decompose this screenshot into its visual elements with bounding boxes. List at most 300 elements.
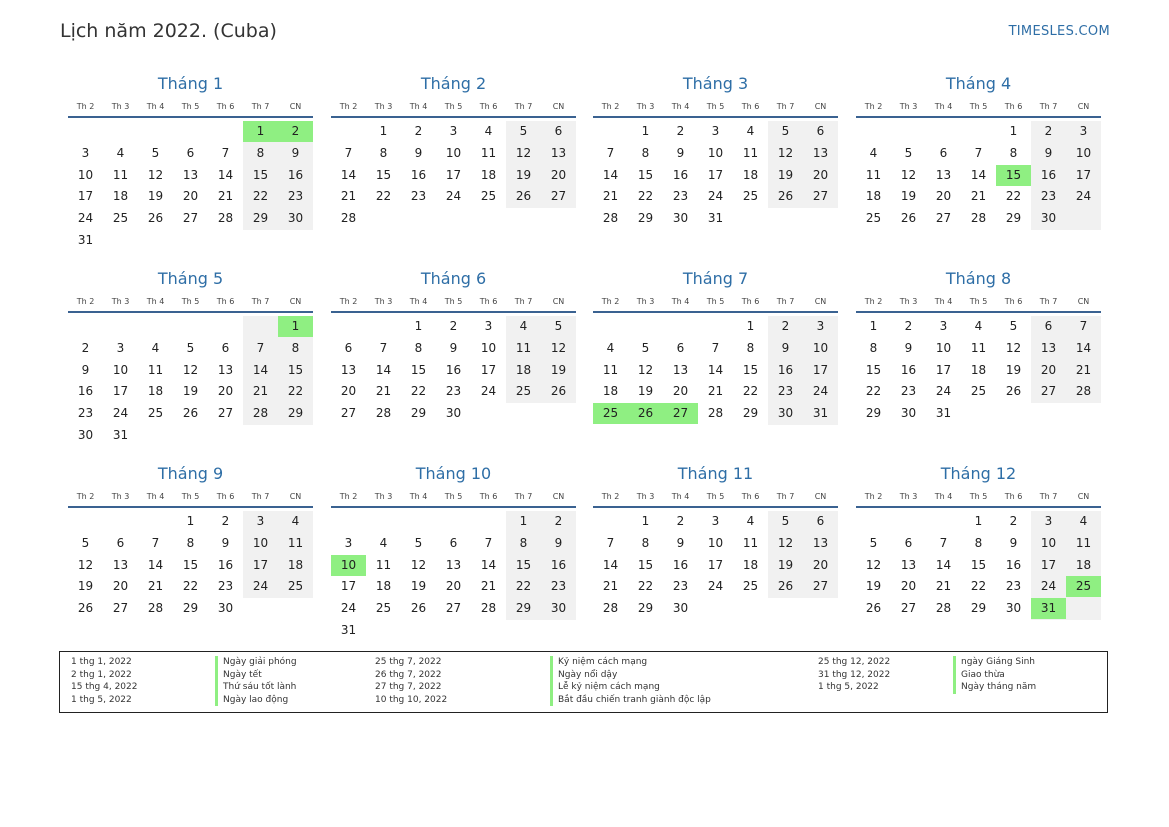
day-cell[interactable]: 12 bbox=[865, 557, 882, 572]
day-cell[interactable]: 13 bbox=[812, 535, 829, 550]
day-cell[interactable]: 11 bbox=[602, 362, 619, 377]
day-cell[interactable]: 20 bbox=[812, 557, 829, 572]
day-cell[interactable]: 11 bbox=[515, 340, 532, 355]
day-cell[interactable]: 12 bbox=[410, 557, 427, 572]
day-cell[interactable]: 6 bbox=[676, 340, 685, 355]
day-cell[interactable]: 13 bbox=[340, 362, 357, 377]
day-cell[interactable]: 14 bbox=[602, 167, 619, 182]
day-cell[interactable]: 28 bbox=[340, 211, 357, 226]
day-cell[interactable]: 21 bbox=[970, 189, 987, 204]
day-cell[interactable]: 2 bbox=[414, 124, 423, 138]
day-cell[interactable]: 24 bbox=[1075, 189, 1092, 204]
day-cell[interactable]: 20 bbox=[935, 189, 952, 204]
day-cell[interactable]: 11 bbox=[742, 145, 759, 160]
day-cell[interactable]: 17 bbox=[812, 362, 829, 377]
day-cell[interactable]: 30 bbox=[550, 601, 567, 616]
day-cell[interactable]: 10 bbox=[1040, 535, 1057, 550]
day-cell[interactable]: 15 bbox=[865, 362, 882, 377]
day-cell[interactable]: 23 bbox=[672, 189, 689, 204]
day-cell[interactable]: 8 bbox=[414, 340, 423, 355]
day-cell[interactable]: 12 bbox=[77, 557, 94, 572]
day-cell[interactable]: 9 bbox=[781, 340, 790, 355]
day-cell[interactable]: 18 bbox=[602, 384, 619, 399]
day-cell[interactable]: 20 bbox=[672, 384, 689, 399]
day-cell[interactable]: 1 bbox=[1009, 124, 1018, 138]
day-cell[interactable]: 7 bbox=[711, 340, 720, 355]
holiday-day-cell[interactable]: 1 bbox=[278, 316, 313, 337]
day-cell[interactable]: 22 bbox=[252, 189, 269, 204]
day-cell[interactable]: 2 bbox=[904, 319, 913, 333]
day-cell[interactable]: 5 bbox=[414, 535, 423, 550]
day-cell[interactable]: 9 bbox=[676, 145, 685, 160]
day-cell[interactable]: 29 bbox=[637, 211, 654, 226]
day-cell[interactable]: 13 bbox=[112, 557, 129, 572]
day-cell[interactable]: 20 bbox=[217, 384, 234, 399]
day-cell[interactable]: 28 bbox=[480, 601, 497, 616]
day-cell[interactable]: 6 bbox=[221, 340, 230, 355]
day-cell[interactable]: 7 bbox=[151, 535, 160, 550]
holiday-day-cell[interactable]: 31 bbox=[1031, 598, 1066, 619]
day-cell[interactable]: 23 bbox=[672, 579, 689, 594]
day-cell[interactable]: 8 bbox=[1009, 145, 1018, 160]
day-cell[interactable]: 16 bbox=[445, 362, 462, 377]
day-cell[interactable]: 23 bbox=[77, 406, 94, 421]
day-cell[interactable]: 11 bbox=[287, 535, 304, 550]
day-cell[interactable]: 5 bbox=[781, 514, 790, 528]
day-cell[interactable]: 29 bbox=[1005, 211, 1022, 226]
day-cell[interactable]: 18 bbox=[515, 362, 532, 377]
day-cell[interactable]: 27 bbox=[1040, 384, 1057, 399]
day-cell[interactable]: 22 bbox=[182, 579, 199, 594]
day-cell[interactable]: 4 bbox=[974, 319, 983, 333]
day-cell[interactable]: 10 bbox=[480, 340, 497, 355]
day-cell[interactable]: 28 bbox=[970, 211, 987, 226]
day-cell[interactable]: 24 bbox=[252, 579, 269, 594]
day-cell[interactable]: 7 bbox=[974, 145, 983, 160]
day-cell[interactable]: 26 bbox=[865, 601, 882, 616]
day-cell[interactable]: 24 bbox=[112, 406, 129, 421]
day-cell[interactable]: 15 bbox=[637, 167, 654, 182]
day-cell[interactable]: 15 bbox=[375, 167, 392, 182]
day-cell[interactable]: 3 bbox=[484, 319, 493, 333]
day-cell[interactable]: 11 bbox=[865, 167, 882, 182]
day-cell[interactable]: 8 bbox=[379, 145, 388, 160]
day-cell[interactable]: 4 bbox=[746, 124, 755, 138]
day-cell[interactable]: 22 bbox=[375, 189, 392, 204]
day-cell[interactable]: 19 bbox=[777, 557, 794, 572]
day-cell[interactable]: 17 bbox=[1040, 557, 1057, 572]
day-cell[interactable]: 29 bbox=[287, 406, 304, 421]
day-cell[interactable]: 7 bbox=[484, 535, 493, 550]
day-cell[interactable]: 14 bbox=[375, 362, 392, 377]
day-cell[interactable]: 14 bbox=[217, 167, 234, 182]
day-cell[interactable]: 10 bbox=[1075, 145, 1092, 160]
day-cell[interactable]: 13 bbox=[217, 362, 234, 377]
day-cell[interactable]: 29 bbox=[410, 406, 427, 421]
day-cell[interactable]: 1 bbox=[641, 124, 650, 138]
day-cell[interactable]: 2 bbox=[1009, 514, 1018, 528]
day-cell[interactable]: 8 bbox=[746, 340, 755, 355]
day-cell[interactable]: 18 bbox=[375, 579, 392, 594]
day-cell[interactable]: 26 bbox=[147, 211, 164, 226]
day-cell[interactable]: 30 bbox=[1040, 211, 1057, 226]
day-cell[interactable]: 7 bbox=[1079, 319, 1088, 333]
day-cell[interactable]: 10 bbox=[707, 535, 724, 550]
day-cell[interactable]: 3 bbox=[116, 340, 125, 355]
day-cell[interactable]: 26 bbox=[550, 384, 567, 399]
day-cell[interactable]: 16 bbox=[900, 362, 917, 377]
day-cell[interactable]: 9 bbox=[449, 340, 458, 355]
day-cell[interactable]: 29 bbox=[742, 406, 759, 421]
day-cell[interactable]: 1 bbox=[746, 319, 755, 333]
day-cell[interactable]: 17 bbox=[935, 362, 952, 377]
day-cell[interactable]: 29 bbox=[637, 601, 654, 616]
day-cell[interactable]: 8 bbox=[641, 145, 650, 160]
day-cell[interactable]: 11 bbox=[1075, 535, 1092, 550]
day-cell[interactable]: 2 bbox=[221, 514, 230, 528]
day-cell[interactable]: 24 bbox=[1040, 579, 1057, 594]
day-cell[interactable]: 8 bbox=[519, 535, 528, 550]
day-cell[interactable]: 27 bbox=[217, 406, 234, 421]
day-cell[interactable]: 20 bbox=[112, 579, 129, 594]
day-cell[interactable]: 22 bbox=[1005, 189, 1022, 204]
day-cell[interactable]: 28 bbox=[252, 406, 269, 421]
day-cell[interactable]: 4 bbox=[116, 145, 125, 160]
day-cell[interactable]: 15 bbox=[637, 557, 654, 572]
day-cell[interactable]: 27 bbox=[900, 601, 917, 616]
day-cell[interactable]: 29 bbox=[865, 406, 882, 421]
day-cell[interactable]: 30 bbox=[672, 211, 689, 226]
day-cell[interactable]: 17 bbox=[252, 557, 269, 572]
day-cell[interactable]: 20 bbox=[550, 167, 567, 182]
day-cell[interactable]: 13 bbox=[550, 145, 567, 160]
day-cell[interactable]: 8 bbox=[869, 340, 878, 355]
day-cell[interactable]: 19 bbox=[77, 579, 94, 594]
day-cell[interactable]: 20 bbox=[900, 579, 917, 594]
day-cell[interactable]: 12 bbox=[777, 145, 794, 160]
day-cell[interactable]: 24 bbox=[812, 384, 829, 399]
day-cell[interactable]: 7 bbox=[606, 535, 615, 550]
day-cell[interactable]: 22 bbox=[865, 384, 882, 399]
day-cell[interactable]: 6 bbox=[554, 124, 563, 138]
day-cell[interactable]: 30 bbox=[1005, 601, 1022, 616]
day-cell[interactable]: 22 bbox=[970, 579, 987, 594]
day-cell[interactable]: 6 bbox=[344, 340, 353, 355]
day-cell[interactable]: 2 bbox=[449, 319, 458, 333]
day-cell[interactable]: 31 bbox=[77, 233, 94, 247]
day-cell[interactable]: 9 bbox=[1044, 145, 1053, 160]
day-cell[interactable]: 30 bbox=[287, 211, 304, 226]
day-cell[interactable]: 3 bbox=[81, 145, 90, 160]
day-cell[interactable]: 25 bbox=[480, 189, 497, 204]
day-cell[interactable]: 14 bbox=[970, 167, 987, 182]
day-cell[interactable]: 27 bbox=[182, 211, 199, 226]
day-cell[interactable]: 4 bbox=[379, 535, 388, 550]
day-cell[interactable]: 26 bbox=[182, 406, 199, 421]
day-cell[interactable]: 10 bbox=[77, 167, 94, 182]
day-cell[interactable]: 28 bbox=[217, 211, 234, 226]
day-cell[interactable]: 6 bbox=[816, 514, 825, 528]
day-cell[interactable]: 7 bbox=[256, 340, 265, 355]
day-cell[interactable]: 13 bbox=[672, 362, 689, 377]
day-cell[interactable]: 24 bbox=[77, 211, 94, 226]
day-cell[interactable]: 10 bbox=[252, 535, 269, 550]
day-cell[interactable]: 30 bbox=[672, 601, 689, 616]
day-cell[interactable]: 17 bbox=[77, 189, 94, 204]
day-cell[interactable]: 23 bbox=[550, 579, 567, 594]
day-cell[interactable]: 7 bbox=[606, 145, 615, 160]
day-cell[interactable]: 6 bbox=[116, 535, 125, 550]
day-cell[interactable]: 8 bbox=[974, 535, 983, 550]
day-cell[interactable]: 24 bbox=[707, 189, 724, 204]
day-cell[interactable]: 5 bbox=[869, 535, 878, 550]
day-cell[interactable]: 30 bbox=[445, 406, 462, 421]
day-cell[interactable]: 3 bbox=[939, 319, 948, 333]
day-cell[interactable]: 30 bbox=[77, 428, 94, 442]
day-cell[interactable]: 7 bbox=[379, 340, 388, 355]
day-cell[interactable]: 9 bbox=[221, 535, 230, 550]
day-cell[interactable]: 25 bbox=[287, 579, 304, 594]
day-cell[interactable]: 23 bbox=[1040, 189, 1057, 204]
day-cell[interactable]: 16 bbox=[672, 557, 689, 572]
day-cell[interactable]: 7 bbox=[939, 535, 948, 550]
day-cell[interactable]: 17 bbox=[112, 384, 129, 399]
day-cell[interactable]: 5 bbox=[151, 145, 160, 160]
day-cell[interactable]: 27 bbox=[445, 601, 462, 616]
day-cell[interactable]: 14 bbox=[602, 557, 619, 572]
day-cell[interactable]: 3 bbox=[449, 124, 458, 138]
day-cell[interactable]: 19 bbox=[147, 189, 164, 204]
holiday-day-cell[interactable]: 1 bbox=[243, 121, 278, 142]
day-cell[interactable]: 15 bbox=[742, 362, 759, 377]
day-cell[interactable]: 21 bbox=[340, 189, 357, 204]
day-cell[interactable]: 5 bbox=[81, 535, 90, 550]
day-cell[interactable]: 9 bbox=[414, 145, 423, 160]
day-cell[interactable]: 16 bbox=[217, 557, 234, 572]
day-cell[interactable]: 26 bbox=[77, 601, 94, 616]
day-cell[interactable]: 5 bbox=[554, 319, 563, 333]
day-cell[interactable]: 26 bbox=[777, 189, 794, 204]
day-cell[interactable]: 3 bbox=[816, 319, 825, 333]
day-cell[interactable]: 19 bbox=[777, 167, 794, 182]
day-cell[interactable]: 14 bbox=[935, 557, 952, 572]
day-cell[interactable]: 4 bbox=[151, 340, 160, 355]
day-cell[interactable]: 26 bbox=[1005, 384, 1022, 399]
day-cell[interactable]: 30 bbox=[777, 406, 794, 421]
day-cell[interactable]: 23 bbox=[410, 189, 427, 204]
day-cell[interactable]: 8 bbox=[291, 340, 300, 355]
day-cell[interactable]: 24 bbox=[935, 384, 952, 399]
day-cell[interactable]: 22 bbox=[287, 384, 304, 399]
day-cell[interactable]: 19 bbox=[515, 167, 532, 182]
day-cell[interactable]: 4 bbox=[519, 319, 528, 333]
day-cell[interactable]: 4 bbox=[606, 340, 615, 355]
day-cell[interactable]: 29 bbox=[970, 601, 987, 616]
day-cell[interactable]: 16 bbox=[550, 557, 567, 572]
day-cell[interactable]: 19 bbox=[550, 362, 567, 377]
day-cell[interactable]: 12 bbox=[900, 167, 917, 182]
day-cell[interactable]: 28 bbox=[1075, 384, 1092, 399]
holiday-day-cell[interactable]: 10 bbox=[331, 555, 366, 576]
day-cell[interactable]: 25 bbox=[742, 189, 759, 204]
day-cell[interactable]: 11 bbox=[375, 557, 392, 572]
day-cell[interactable]: 31 bbox=[812, 406, 829, 421]
day-cell[interactable]: 23 bbox=[900, 384, 917, 399]
day-cell[interactable]: 2 bbox=[781, 319, 790, 333]
day-cell[interactable]: 22 bbox=[637, 189, 654, 204]
day-cell[interactable]: 27 bbox=[935, 211, 952, 226]
holiday-day-cell[interactable]: 25 bbox=[1066, 576, 1101, 597]
day-cell[interactable]: 27 bbox=[812, 189, 829, 204]
day-cell[interactable]: 10 bbox=[935, 340, 952, 355]
day-cell[interactable]: 28 bbox=[602, 211, 619, 226]
day-cell[interactable]: 12 bbox=[1005, 340, 1022, 355]
day-cell[interactable]: 8 bbox=[186, 535, 195, 550]
day-cell[interactable]: 5 bbox=[641, 340, 650, 355]
day-cell[interactable]: 30 bbox=[900, 406, 917, 421]
day-cell[interactable]: 7 bbox=[221, 145, 230, 160]
day-cell[interactable]: 25 bbox=[112, 211, 129, 226]
day-cell[interactable]: 3 bbox=[711, 514, 720, 528]
day-cell[interactable]: 24 bbox=[340, 601, 357, 616]
day-cell[interactable]: 2 bbox=[676, 124, 685, 138]
day-cell[interactable]: 28 bbox=[375, 406, 392, 421]
day-cell[interactable]: 2 bbox=[676, 514, 685, 528]
day-cell[interactable]: 16 bbox=[1040, 167, 1057, 182]
day-cell[interactable]: 15 bbox=[515, 557, 532, 572]
day-cell[interactable]: 6 bbox=[939, 145, 948, 160]
day-cell[interactable]: 21 bbox=[602, 189, 619, 204]
day-cell[interactable]: 21 bbox=[147, 579, 164, 594]
day-cell[interactable]: 20 bbox=[340, 384, 357, 399]
day-cell[interactable]: 11 bbox=[480, 145, 497, 160]
day-cell[interactable]: 17 bbox=[707, 557, 724, 572]
day-cell[interactable]: 6 bbox=[816, 124, 825, 138]
day-cell[interactable]: 17 bbox=[1075, 167, 1092, 182]
day-cell[interactable]: 21 bbox=[1075, 362, 1092, 377]
day-cell[interactable]: 19 bbox=[900, 189, 917, 204]
day-cell[interactable]: 25 bbox=[970, 384, 987, 399]
day-cell[interactable]: 25 bbox=[865, 211, 882, 226]
day-cell[interactable]: 17 bbox=[707, 167, 724, 182]
day-cell[interactable]: 15 bbox=[252, 167, 269, 182]
day-cell[interactable]: 4 bbox=[1079, 514, 1088, 528]
day-cell[interactable]: 6 bbox=[186, 145, 195, 160]
day-cell[interactable]: 13 bbox=[935, 167, 952, 182]
day-cell[interactable]: 2 bbox=[1044, 124, 1053, 138]
day-cell[interactable]: 5 bbox=[904, 145, 913, 160]
day-cell[interactable]: 9 bbox=[1009, 535, 1018, 550]
day-cell[interactable]: 27 bbox=[340, 406, 357, 421]
day-cell[interactable]: 6 bbox=[1044, 319, 1053, 333]
day-cell[interactable]: 19 bbox=[637, 384, 654, 399]
day-cell[interactable]: 2 bbox=[81, 340, 90, 355]
day-cell[interactable]: 3 bbox=[711, 124, 720, 138]
day-cell[interactable]: 17 bbox=[445, 167, 462, 182]
day-cell[interactable]: 14 bbox=[1075, 340, 1092, 355]
day-cell[interactable]: 23 bbox=[287, 189, 304, 204]
day-cell[interactable]: 19 bbox=[865, 579, 882, 594]
day-cell[interactable]: 3 bbox=[344, 535, 353, 550]
day-cell[interactable]: 18 bbox=[742, 167, 759, 182]
day-cell[interactable]: 14 bbox=[147, 557, 164, 572]
day-cell[interactable]: 26 bbox=[777, 579, 794, 594]
day-cell[interactable]: 24 bbox=[480, 384, 497, 399]
day-cell[interactable]: 21 bbox=[252, 384, 269, 399]
day-cell[interactable]: 5 bbox=[781, 124, 790, 138]
day-cell[interactable]: 20 bbox=[1040, 362, 1057, 377]
day-cell[interactable]: 13 bbox=[445, 557, 462, 572]
day-cell[interactable]: 11 bbox=[742, 535, 759, 550]
day-cell[interactable]: 23 bbox=[777, 384, 794, 399]
day-cell[interactable]: 28 bbox=[935, 601, 952, 616]
day-cell[interactable]: 25 bbox=[147, 406, 164, 421]
day-cell[interactable]: 28 bbox=[602, 601, 619, 616]
day-cell[interactable]: 16 bbox=[410, 167, 427, 182]
day-cell[interactable]: 1 bbox=[641, 514, 650, 528]
day-cell[interactable]: 1 bbox=[519, 514, 528, 528]
day-cell[interactable]: 3 bbox=[1044, 514, 1053, 528]
site-brand-link[interactable]: TIMESLES.COM bbox=[1008, 24, 1110, 39]
day-cell[interactable]: 28 bbox=[147, 601, 164, 616]
day-cell[interactable]: 18 bbox=[480, 167, 497, 182]
holiday-day-cell[interactable]: 26 bbox=[628, 403, 663, 424]
day-cell[interactable]: 18 bbox=[287, 557, 304, 572]
day-cell[interactable]: 18 bbox=[147, 384, 164, 399]
holiday-day-cell[interactable]: 15 bbox=[996, 165, 1031, 186]
day-cell[interactable]: 18 bbox=[970, 362, 987, 377]
day-cell[interactable]: 2 bbox=[554, 514, 563, 528]
day-cell[interactable]: 12 bbox=[515, 145, 532, 160]
day-cell[interactable]: 12 bbox=[182, 362, 199, 377]
day-cell[interactable]: 6 bbox=[904, 535, 913, 550]
day-cell[interactable]: 13 bbox=[812, 145, 829, 160]
day-cell[interactable]: 21 bbox=[707, 384, 724, 399]
day-cell[interactable]: 25 bbox=[742, 579, 759, 594]
day-cell[interactable]: 29 bbox=[515, 601, 532, 616]
day-cell[interactable]: 9 bbox=[81, 362, 90, 377]
day-cell[interactable]: 18 bbox=[1075, 557, 1092, 572]
day-cell[interactable]: 20 bbox=[445, 579, 462, 594]
day-cell[interactable]: 9 bbox=[676, 535, 685, 550]
day-cell[interactable]: 14 bbox=[252, 362, 269, 377]
day-cell[interactable]: 12 bbox=[147, 167, 164, 182]
day-cell[interactable]: 1 bbox=[379, 124, 388, 138]
holiday-day-cell[interactable]: 25 bbox=[593, 403, 628, 424]
day-cell[interactable]: 29 bbox=[252, 211, 269, 226]
day-cell[interactable]: 29 bbox=[182, 601, 199, 616]
day-cell[interactable]: 16 bbox=[1005, 557, 1022, 572]
day-cell[interactable]: 9 bbox=[904, 340, 913, 355]
day-cell[interactable]: 23 bbox=[1005, 579, 1022, 594]
day-cell[interactable]: 26 bbox=[410, 601, 427, 616]
day-cell[interactable]: 11 bbox=[112, 167, 129, 182]
holiday-day-cell[interactable]: 2 bbox=[278, 121, 313, 142]
day-cell[interactable]: 18 bbox=[865, 189, 882, 204]
day-cell[interactable]: 4 bbox=[291, 514, 300, 528]
day-cell[interactable]: 31 bbox=[340, 623, 357, 637]
day-cell[interactable]: 21 bbox=[217, 189, 234, 204]
day-cell[interactable]: 9 bbox=[291, 145, 300, 160]
day-cell[interactable]: 4 bbox=[746, 514, 755, 528]
day-cell[interactable]: 26 bbox=[515, 189, 532, 204]
day-cell[interactable]: 23 bbox=[217, 579, 234, 594]
holiday-day-cell[interactable]: 27 bbox=[663, 403, 698, 424]
day-cell[interactable]: 10 bbox=[707, 145, 724, 160]
day-cell[interactable]: 15 bbox=[182, 557, 199, 572]
day-cell[interactable]: 11 bbox=[970, 340, 987, 355]
day-cell[interactable]: 14 bbox=[707, 362, 724, 377]
